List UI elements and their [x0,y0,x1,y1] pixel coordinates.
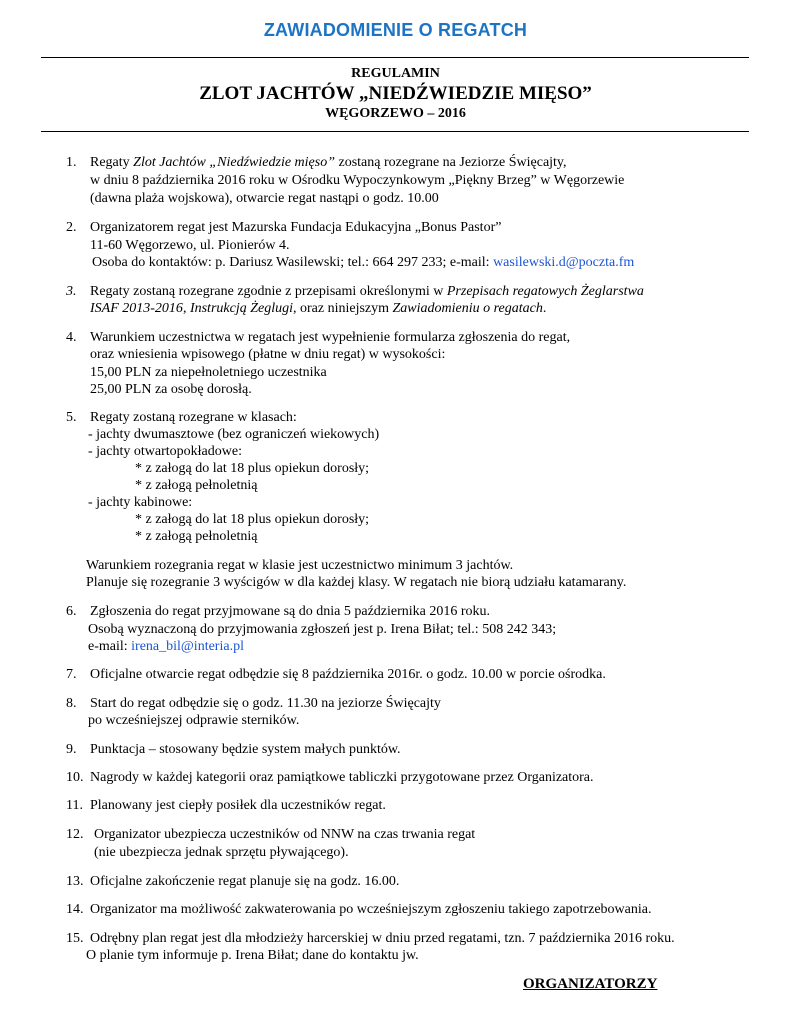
list-item-text: 15,00 PLN za niepełnoletniego uczestnika [90,365,327,380]
list-item-text: (dawna plaża wojskowa), otwarcie regat nastąpi o godz. 10.00 [90,191,439,206]
list-item-text: - jachty otwartopokładowe: [88,444,242,459]
list-item-text: Odrębny plan regat jest dla młodzieży harcerskiej w dniu przed regatami, tzn. 7 października 2016 roku. [90,931,675,946]
email-link[interactable]: irena_bil@interia.pl [131,639,244,654]
item-number: 10. [66,770,84,785]
list-item-text: Organizator ma możliwość zakwaterowania po wcześniejszym zgłoszeniu takiego zapotrzebowania. [90,902,652,917]
list-item-text: Osobą wyznaczoną do przyjmowania zgłoszeń jest p. Irena Biłat; tel.: 508 242 343; [88,622,557,637]
item-number: 7. [66,667,77,682]
item-number: 11. [66,798,83,813]
item-number: 14. [66,902,84,917]
item-number: 5. [66,410,77,425]
list-item-text: Warunkiem rozegrania regat w klasie jest uczestnictwo minimum 3 jachtów. [86,558,514,573]
list-item-text: 11-60 Węgorzewo, ul. Pionierów 4. [90,238,290,253]
item-number: 6. [66,604,77,619]
item-number: 13. [66,874,84,889]
list-item-text: O planie tym informuje p. Irena Biłat; dane do kontaktu jw. [86,948,419,963]
regulamin-heading: REGULAMIN [351,66,440,81]
item-number: 8. [66,696,77,711]
item-number: 3. [66,284,77,299]
list-item-text: Start do regat odbędzie się o godz. 11.30 na jeziorze Święcajty [90,696,441,711]
list-item-text: * z załogą pełnoletnią [135,478,258,493]
item-number: 9. [66,742,77,757]
item-number: 4. [66,330,77,345]
item-number: 15. [66,931,84,946]
top-rule [41,57,749,58]
list-item-text: Regaty zostaną rozegrane w klasach: [90,410,297,425]
list-item-text: Oficjalne zakończenie regat planuje się na godz. 16.00. [90,874,400,889]
item-number: 12. [66,827,84,842]
list-item-text: * z załogą do lat 18 plus opiekun dorosły; [135,512,370,527]
document-title: ZAWIADOMIENIE O REGATCH [263,20,528,40]
list-item-text: Organizatorem regat jest Mazurska Fundacja Edukacyjna „Bonus Pastor” [90,220,502,235]
list-item-text: Oficjalne otwarcie regat odbędzie się 8 października 2016r. o godz. 10.00 w porcie ośrodka. [90,667,606,682]
list-item-text: Regaty Zlot Jachtów „Niedźwiedzie mięso” zostaną rozegrane na Jeziorze Święcajty, [90,155,567,170]
list-item-text: Punktacja – stosowany będzie system małych punktów. [90,742,401,757]
list-item-text: w dniu 8 października 2016 roku w Ośrodku Wypoczynkowym „Piękny Brzeg” w Węgorzewie [90,173,625,188]
list-item-text: (nie ubezpiecza jednak sprzętu pływającego). [94,845,349,860]
item-number: 2. [66,220,77,235]
list-item-text: Nagrody w każdej kategorii oraz pamiątkowe tabliczki przygotowane przez Organizatora. [90,770,594,785]
list-item-text: Warunkiem uczestnictwa w regatach jest wypełnienie formularza zgłoszenia do regat, [90,330,571,345]
list-item-text: po wcześniejszej odprawie sterników. [88,713,300,728]
list-item-text: * z załogą pełnoletnią [135,529,258,544]
list-item-text: Zgłoszenia do regat przyjmowane są do dnia 5 października 2016 roku. [90,604,491,619]
event-name-heading: ZLOT JACHTÓW „NIEDŹWIEDZIE MIĘSO” [199,83,592,104]
bottom-rule [41,131,749,132]
item-number: 1. [66,155,77,170]
email-link[interactable]: wasilewski.d@poczta.fm [493,255,635,270]
list-item-text: Planuje się rozegranie 3 wyścigów w dla każdej klasy. W regatach nie biorą udziału katamarany. [86,575,627,590]
list-item-text: ISAF 2013-2016, Instrukcją Żeglugi, oraz niniejszym Zawiadomieniu o regatach. [90,301,547,316]
list-item-text: - jachty kabinowe: [88,495,193,510]
list-item-text: 25,00 PLN za osobę dorosłą. [90,382,252,397]
list-item-text: * z załogą do lat 18 plus opiekun dorosły; [135,461,370,476]
list-item-text: e-mail: irena_bil@interia.pl [88,639,244,654]
list-item-text: Organizator ubezpiecza uczestników od NNW na czas trwania regat [94,827,476,842]
list-item-text: oraz wniesienia wpisowego (płatne w dniu regat) w wysokości: [90,347,446,362]
list-item-text: Regaty zostaną rozegrane zgodnie z przepisami określonymi w Przepisach regatowych Żeglarstwa [90,284,644,299]
list-item-text: Planowany jest ciepły posiłek dla uczestników regat. [90,798,386,813]
list-item-text: Osoba do kontaktów: p. Dariusz Wasilewski; tel.: 664 297 233; e-mail: wasilewski.d@poczta.fm [92,255,635,270]
place-year-heading: WĘGORZEWO – 2016 [325,106,466,121]
list-item-text: - jachty dwumasztowe (bez ograniczeń wiekowych) [88,427,380,442]
organizers-signature: ORGANIZATORZY [523,976,658,992]
